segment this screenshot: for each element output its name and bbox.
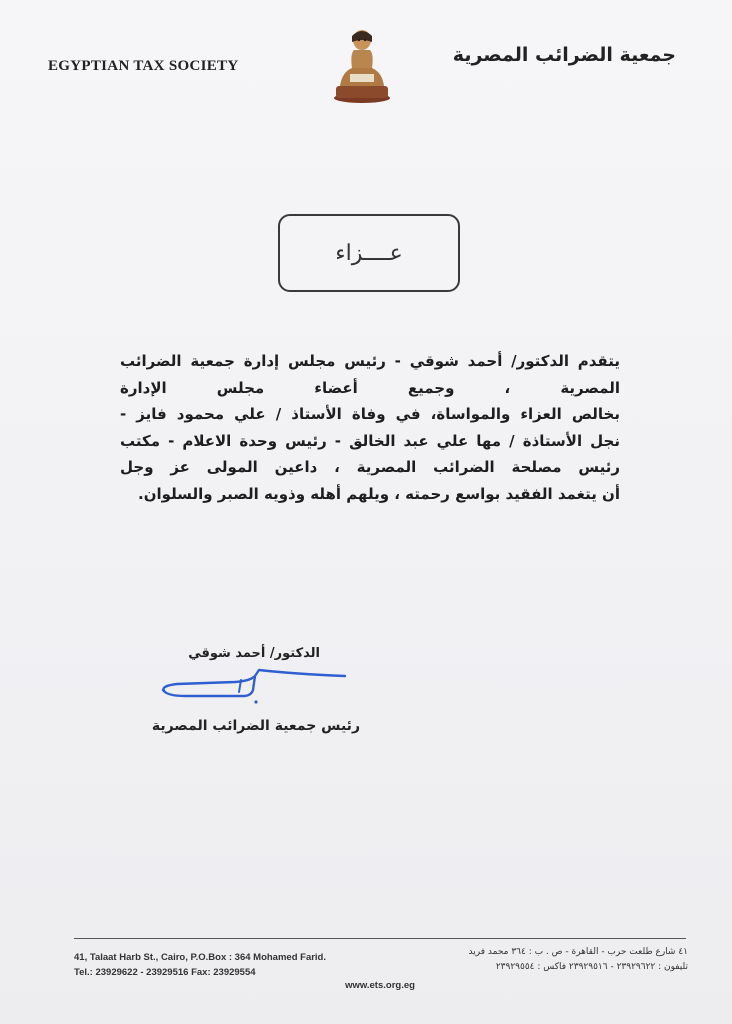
footer-divider [74,938,686,939]
message-line: المصرية ، وجميع أعضاء مجلس الإدارة [120,378,620,397]
footer-website [0,980,732,991]
condolence-message [120,348,620,507]
condolence-title-box [278,214,460,292]
footer-address-ar: ٤١ شارع طلعت حرب - القاهرة - ص . ب : ٣٦٤ محمد فريد [468,947,688,957]
message-line: رئيس مصلحة الضرائب المصرية ، داعين المولى عز وجل [120,458,620,476]
website-link[interactable]: www.ets.org.eg [345,980,415,991]
seated-scribe-statue-icon [330,24,394,104]
org-name-ar: جمعية الضرائب المصرية [452,44,676,66]
org-name-en: EGYPTIAN TAX SOCIETY [48,58,239,74]
footer-phone-ar: تليفون : ٢٣٩٢٩٦٢٢ - ٢٣٩٢٩٥١٦ فاكس : ٢٣٩٢٩٥٥٤ [495,962,688,972]
handwritten-signature [155,656,355,706]
signatory-name: الدكتور/ أحمد شوقي [188,646,320,661]
footer-address-en: 41, Talaat Harb St., Cairo, P.O.Box : 364 Mohamed Farid. [74,952,327,963]
condolence-title: عــــزاء [335,240,403,266]
message-line: يتقدم الدكتور/ أحمد شوقي - رئيس مجلس إدارة جمعية الضرائب [120,352,620,370]
footer-contact-ar [388,945,688,975]
message-line: أن يتغمد الفقيد بواسع رحمته ، ويلهم أهله وذويه الصبر والسلوان. [138,484,620,503]
footer-contact-en [74,950,326,980]
message-line: بخالص العزاء والمواساة، في وفاة الأستاذ / علي محمود فايز - [120,405,620,423]
signatory-title: رئيس جمعية الضرائب المصرية [151,718,360,734]
message-line: نجل الأستاذة / مها علي عبد الخالق - رئيس وحدة الاعلام - مكتب [120,431,620,450]
footer-phone-en: Tel.: 23929622 - 23929516 Fax: 23929554 [74,967,256,978]
